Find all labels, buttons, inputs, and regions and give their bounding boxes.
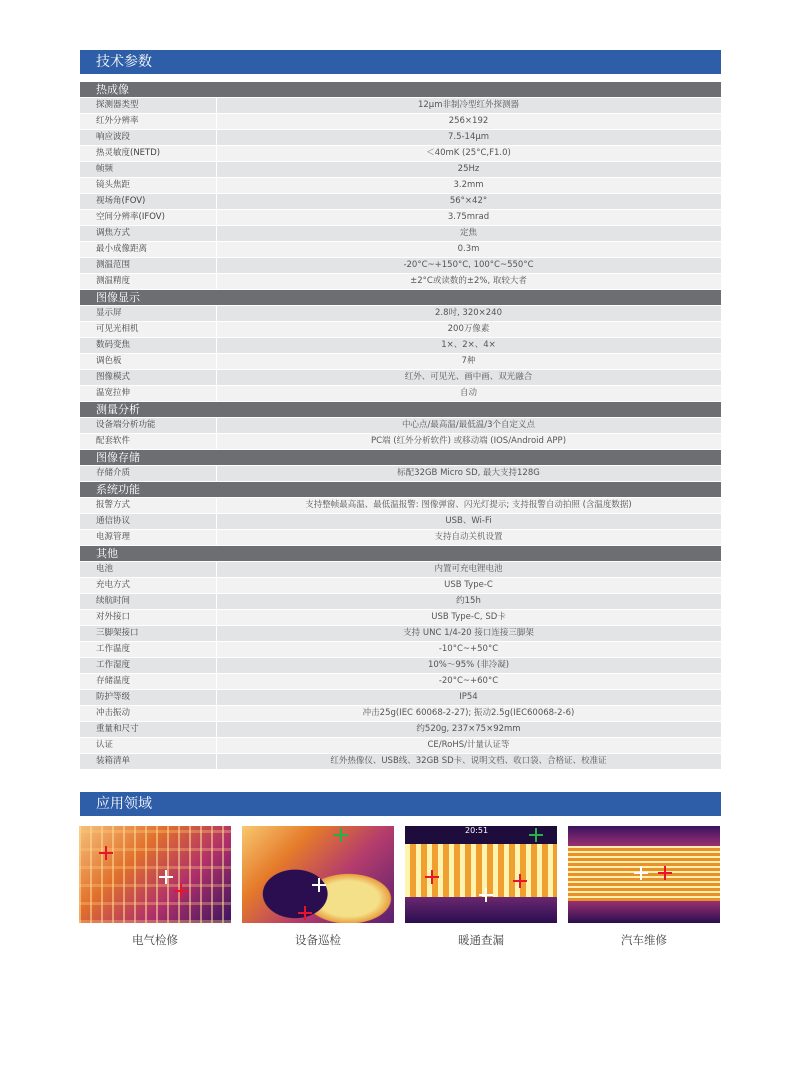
spec-row [80, 706, 721, 721]
spec-label: 通信协议 [96, 516, 131, 526]
spec-value: 支持自动关机设置 [434, 532, 503, 542]
spec-value: 支持整帧最高温、最低温报警: 图像弹窗、闪光灯提示; 支持报警自动拍照 (含温度数据) [305, 500, 632, 510]
spec-label: 热灵敏度(NETD) [96, 148, 161, 158]
spec-row [80, 466, 721, 481]
spec-value: 25Hz [457, 164, 480, 174]
spec-label: 帧频 [96, 164, 114, 174]
spec-row [80, 338, 721, 353]
spec-value: -10°C~+50°C [438, 644, 499, 654]
caption-electrical: 电气检修 [132, 933, 178, 947]
spec-value: ＜40mK (25°C,F1.0) [426, 148, 511, 158]
spec-label: 调焦方式 [96, 228, 131, 238]
spec-label: 续航时间 [96, 596, 131, 606]
spec-row [80, 418, 721, 433]
spec-row [80, 146, 721, 161]
spec-label: 存储温度 [96, 676, 131, 686]
spec-label: 视场角(FOV) [96, 196, 146, 206]
spec-section-title: 技术参数 [80, 50, 721, 74]
spec-label: 认证 [96, 740, 114, 750]
spec-row [80, 434, 721, 449]
section-header: 测量分析 [80, 402, 721, 417]
spec-label: 存储介质 [96, 468, 131, 478]
spec-label: 图像模式 [96, 372, 131, 382]
spec-label: 配套软件 [96, 436, 131, 446]
spec-value: 12μm非制冷型红外探测器 [417, 100, 519, 110]
spec-value: 冲击25g(IEC 60068-2-27); 振动2.5g(IEC60068-2-6) [362, 708, 575, 718]
spec-value: 3.75mrad [447, 212, 490, 222]
spec-label: 测温范围 [96, 260, 131, 270]
spec-label: 响应波段 [96, 132, 131, 142]
spec-value: 红外热像仪、USB线、32GB SD卡、说明文档、收口袋、合格证、校准证 [330, 756, 607, 766]
spec-value: USB Type-C [444, 580, 493, 590]
spec-label: 镜头焦距 [96, 180, 131, 190]
screen-clock: 20:51 [465, 826, 489, 835]
spec-row [80, 674, 721, 689]
spec-table [80, 82, 721, 769]
section-header: 系统功能 [80, 482, 721, 497]
spec-value: 56°×42° [449, 196, 488, 206]
spec-row [80, 690, 721, 705]
caption-hvac: 暖通查漏 [458, 933, 504, 947]
spec-value: 200万像素 [447, 324, 490, 334]
spec-value: 2.8吋, 320×240 [435, 308, 502, 318]
spec-row [80, 226, 721, 241]
spec-label: 电源管理 [96, 532, 131, 542]
spec-value: 中心点/最高温/最低温/3个自定义点 [401, 420, 535, 430]
spec-row [80, 274, 721, 289]
spec-label: 设备端分析功能 [96, 420, 156, 430]
spec-row [80, 658, 721, 673]
spec-row [80, 194, 721, 209]
spec-value: USB Type-C, SD卡 [431, 612, 506, 622]
spec-label: 工作湿度 [96, 660, 131, 670]
spec-label: 显示屏 [96, 308, 122, 318]
spec-row [80, 242, 721, 257]
spec-row [80, 738, 721, 753]
spec-value: 256×192 [448, 116, 489, 126]
spec-row [80, 306, 721, 321]
spec-label: 三脚架接口 [96, 628, 139, 638]
thermal-image-hvac [405, 826, 557, 923]
spec-label: 工作温度 [96, 644, 131, 654]
thermal-image-car [568, 826, 720, 923]
spec-value: 7种 [461, 356, 476, 366]
section-header: 图像存储 [80, 450, 721, 465]
spec-label: 红外分辨率 [96, 116, 139, 126]
spec-value: 定焦 [459, 228, 477, 238]
spec-label: 空间分辨率(IFOV) [96, 212, 165, 222]
spec-value: -20°C~+60°C [438, 676, 499, 686]
spec-label: 电池 [96, 564, 114, 574]
spec-value: ±2°C或读数的±2%, 取较大者 [410, 276, 527, 286]
spec-row [80, 594, 721, 609]
spec-value: 10%～95% (非冷凝) [427, 660, 510, 670]
application-section-title: 应用领域 [80, 792, 721, 816]
spec-value: 红外、可见光、画中画、双光融合 [404, 372, 533, 382]
spec-row [80, 578, 721, 593]
spec-row [80, 498, 721, 513]
spec-row [80, 626, 721, 641]
spec-value: CE/RoHS/计量认证等 [427, 740, 510, 750]
spec-label: 冲击振动 [96, 708, 131, 718]
section-header: 热成像 [80, 82, 721, 97]
spec-row [80, 386, 721, 401]
spec-row [80, 130, 721, 145]
caption-car: 汽车维修 [621, 933, 667, 947]
spec-value: 7.5-14μm [447, 132, 490, 142]
section-header: 图像显示 [80, 290, 721, 305]
spec-row [80, 210, 721, 225]
spec-value: PC端 (红外分析软件) 或移动端 (IOS/Android APP) [370, 436, 567, 446]
spec-row [80, 722, 721, 737]
spec-value: -20°C~+150°C, 100°C~550°C [403, 260, 534, 270]
spec-label: 最小成像距离 [96, 244, 148, 254]
thermal-image-electrical [79, 826, 231, 923]
spec-value: 支持 UNC 1/4-20 接口连接三脚架 [403, 628, 534, 638]
spec-row [80, 354, 721, 369]
spec-label: 调色板 [96, 356, 122, 366]
spec-value: 内置可充电锂电池 [434, 564, 503, 574]
spec-row [80, 562, 721, 577]
spec-value: 约15h [456, 596, 481, 606]
spec-label: 防护等级 [96, 692, 131, 702]
spec-value: 标配32GB Micro SD, 最大支持128G [397, 468, 540, 478]
spec-value: 约520g, 237×75×92mm [416, 724, 521, 734]
spec-label: 充电方式 [96, 580, 131, 590]
spec-row [80, 610, 721, 625]
spec-value: USB、Wi-Fi [445, 516, 492, 526]
spec-label: 重量和尺寸 [96, 724, 139, 734]
spec-value: IP54 [459, 692, 478, 702]
spec-row [80, 754, 721, 769]
spec-row [80, 322, 721, 337]
spec-label: 温宽拉伸 [96, 388, 131, 398]
spec-label: 对外接口 [96, 612, 131, 622]
spec-row [80, 98, 721, 113]
spec-value: 自动 [459, 388, 477, 398]
spec-row [80, 370, 721, 385]
spec-label: 装箱清单 [96, 756, 131, 766]
spec-label: 数码变焦 [96, 340, 131, 350]
section-header: 其他 [80, 546, 721, 561]
spec-label: 测温精度 [96, 276, 131, 286]
spec-row [80, 178, 721, 193]
spec-row [80, 530, 721, 545]
spec-value: 0.3m [457, 244, 480, 254]
spec-row [80, 162, 721, 177]
spec-row [80, 514, 721, 529]
thermal-image-equipment [242, 826, 394, 923]
spec-row [80, 642, 721, 657]
spec-value: 3.2mm [453, 180, 484, 190]
spec-label: 探测器类型 [96, 100, 139, 110]
caption-equipment: 设备巡检 [295, 933, 341, 947]
spec-label: 报警方式 [96, 500, 131, 510]
spec-label: 可见光相机 [96, 324, 139, 334]
spec-value: 1×、2×、4× [441, 340, 496, 350]
spec-row [80, 258, 721, 273]
spec-row [80, 114, 721, 129]
